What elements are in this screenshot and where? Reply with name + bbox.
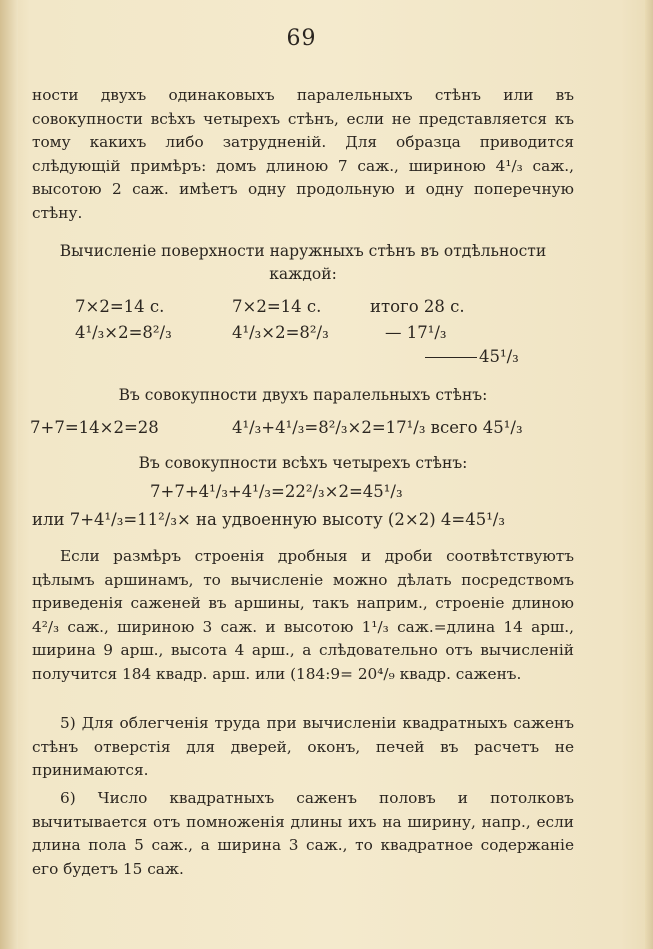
paragraph-3-text: 5) Для облегченія труда при вычисленіи квадратныхъ саженъ стѣнъ отверстія для дверей, оконъ, печей въ расчетъ не принимаются. — [32, 714, 574, 780]
calc3-line2: или 7+4¹/₃=11²/₃× на удвоенную высоту (2×2) 4=45¹/₃ — [32, 510, 505, 529]
calc1-c2: — 17¹/₃ — [385, 323, 447, 342]
calc1-total-row — [425, 347, 519, 366]
paragraph-1-container — [32, 84, 574, 226]
calc2-left: 7+7=14×2=28 — [30, 418, 159, 437]
paragraph-4-container — [32, 787, 574, 881]
page-gutter-shadow — [0, 0, 18, 949]
calc1-total: 45¹/₃ — [479, 347, 519, 366]
paragraph-4 — [32, 787, 574, 881]
paragraph-3 — [32, 712, 574, 783]
heading-four-walls: Въ совокупности всѣхъ четырехъ стѣнъ: — [138, 454, 468, 472]
paragraph-4-text: 6) Число квадратныхъ саженъ половъ и потолковъ вычитывается отъ помноженія длины ихъ на ширину, напр., если длина пола 5 саж., а ширина 3 саж., то квадратное содержаніе его будетъ 15 саж. — [32, 789, 574, 878]
calc2-right: 4¹/₃+4¹/₃=8²/₃×2=17¹/₃ всего 45¹/₃ — [232, 418, 523, 437]
heading-separate-walls-line2: каждой: — [269, 265, 337, 283]
calc1-b1: 7×2=14 с. — [232, 297, 322, 316]
heading-separate-walls-line1: Вычисленіе поверхности наружныхъ стѣнъ въ отдѣльности — [59, 242, 547, 260]
calc3-line1: 7+7+4¹/₃+4¹/₃=22²/₃×2=45¹/₃ — [150, 482, 403, 501]
calc1-c1: итого 28 с. — [370, 297, 465, 316]
paragraph-2-container — [32, 545, 574, 687]
paragraph-3-container — [32, 712, 574, 783]
page-number: 69 — [286, 26, 317, 51]
calc1-b2: 4¹/₃×2=8²/₃ — [232, 323, 329, 342]
calc1-a2: 4¹/₃×2=8²/₃ — [75, 323, 172, 342]
paragraph-1: ности двухъ одинаковыхъ паралельныхъ стѣнъ или въ совокупности всѣхъ четырехъ стѣнъ, если не представляется къ тому какихъ либо затрудненій. Для образца приводится слѣдующій примѣръ: домъ длиною 7 саж., шириною 4¹/₃ саж., высотою 2 саж. имѣетъ одну продольную и одну поперечную стѣну. — [32, 86, 574, 222]
calc1-sum-rule — [425, 357, 477, 358]
heading-separate-walls — [32, 240, 574, 286]
paragraph-2 — [32, 545, 574, 687]
heading-two-parallel-walls: Въ совокупности двухъ паралельныхъ стѣнъ: — [118, 386, 488, 404]
paragraph-2-text: Если размѣръ строенія дробныя и дроби соотвѣтствуютъ цѣлымъ аршинамъ, то вычисленіе можно дѣлать посредствомъ приведенія саженей въ аршины, такъ наприм., строеніе длиною 4²/₃ саж., шириною 3 саж. и высотою 1¹/₃ саж.=длина 14 арш., ширина 9 арш., высота 4 арш., а слѣдовательно отъ вычисленій получится 184 квадр. арш. или (184:9= 20⁴/₉ квадр. саженъ. — [32, 547, 574, 683]
calc1-a1: 7×2=14 с. — [75, 297, 165, 316]
page-right-edge — [645, 0, 653, 949]
